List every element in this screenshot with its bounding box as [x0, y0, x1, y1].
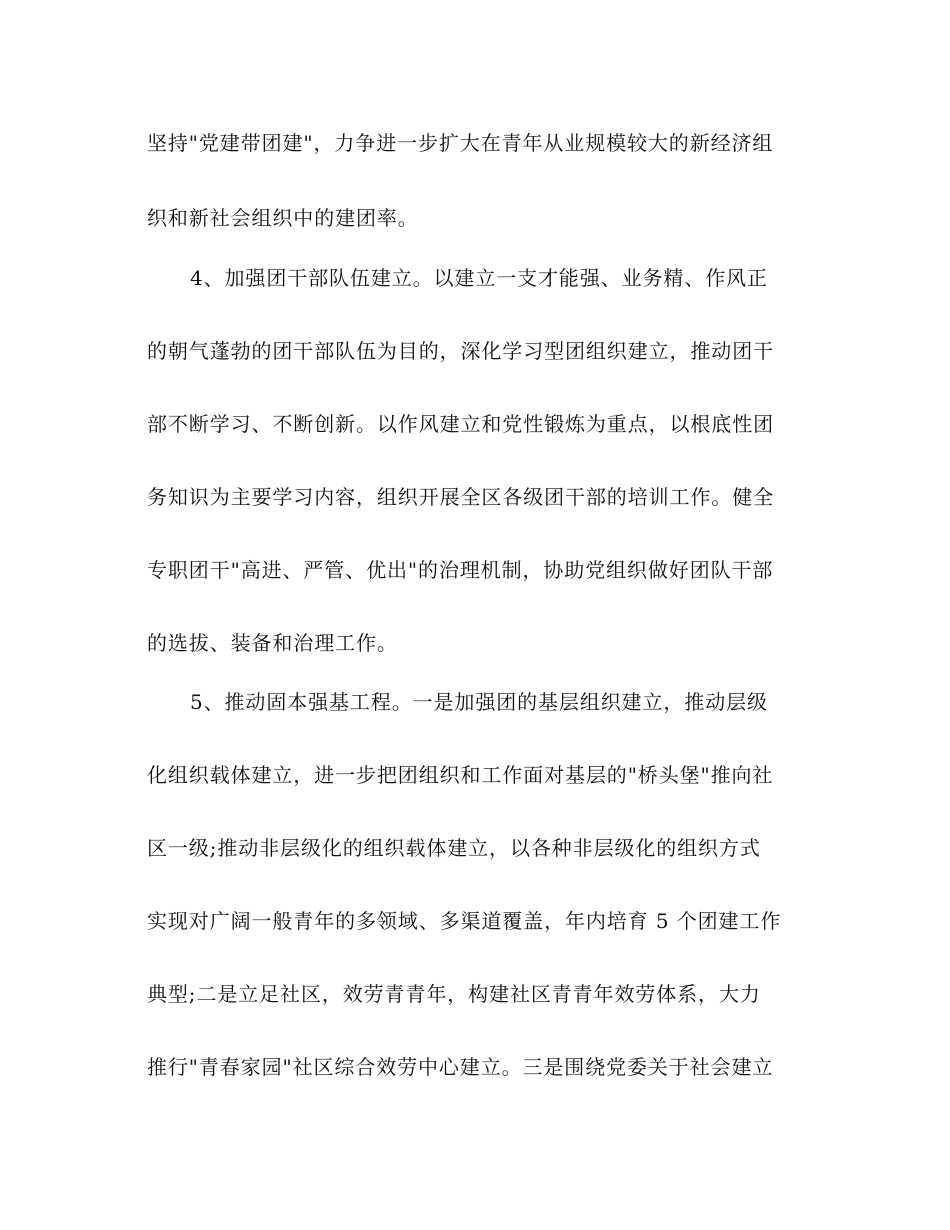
paragraph-5-start: 5、推动固本强基工程。一是加强团的基层组织建立，推动层级: [190, 690, 768, 714]
text-line: 部不断学习、不断创新。以作风建立和党性锻炼为重点，以根底性团: [147, 412, 774, 436]
text-line: 坚持"党建带团建"，力争进一步扩大在青年从业规模较大的新经济组: [147, 131, 774, 155]
text-line: 务知识为主要学习内容，组织开展全区各级团干部的培训工作。健全: [147, 485, 774, 509]
text-line: 的选拔、装备和治理工作。: [147, 631, 398, 655]
text-line: 区一级;推动非层级化的组织载体建立，以各种非层级化的组织方式: [147, 836, 761, 860]
text-line: 的朝气蓬勃的团干部队伍为目的，深化学习型团组织建立，推动团干: [147, 339, 774, 363]
text-line: 典型;二是立足社区，效劳青青年，构建社区青青年效劳体系，大力: [147, 982, 761, 1006]
text-line: 织和新社会组织中的建团率。: [147, 206, 419, 230]
text-line: 推行"青春家园"社区综合效劳中心建立。三是围绕党委关于社会建立: [147, 1055, 774, 1079]
text-line: 专职团干"高进、严管、优出"的治理机制，协助党组织做好团队干部: [147, 558, 774, 582]
text-line: 实现对广阔一般青年的多领域、多渠道覆盖，年内培育 5 个团建工作: [147, 909, 782, 933]
text-line: 化组织载体建立，进一步把团组织和工作面对基层的"桥头堡"推向社: [147, 763, 774, 787]
paragraph-4-start: 4、加强团干部队伍建立。以建立一支才能强、业务精、作风正: [190, 266, 768, 290]
